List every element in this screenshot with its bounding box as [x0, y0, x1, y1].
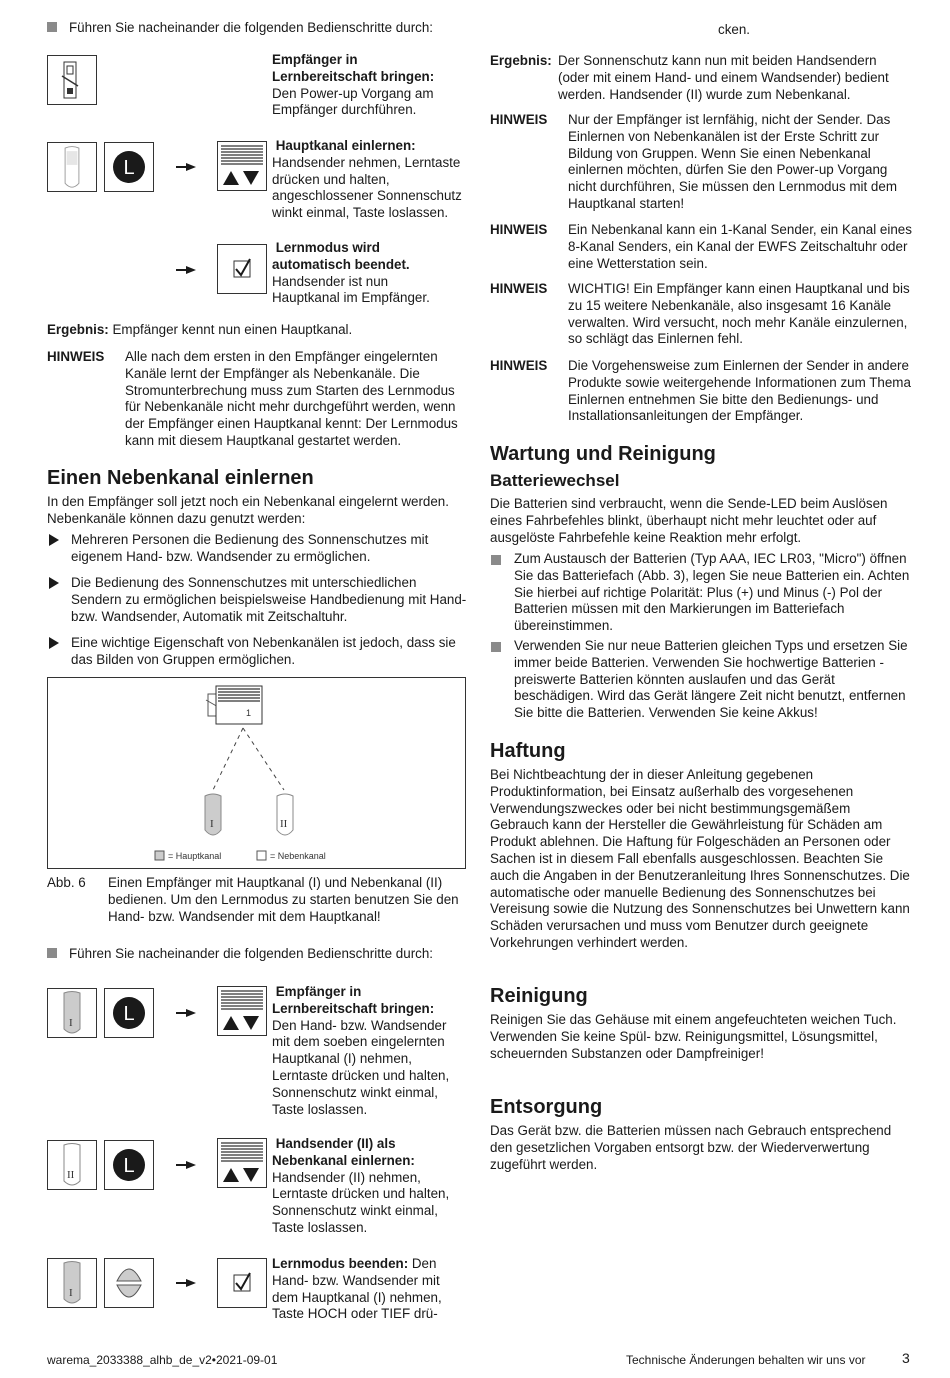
reinigung-text: Reinigen Sie das Gehäuse mit einem angefeuchteten weichen Tuch. Verwenden Sie keine Spül- bzw. Reinigungsmittel, Lösungsmittel, scheuernden Substanzen oder Dampfreiniger!	[490, 1012, 897, 1061]
svg-text:I: I	[69, 1287, 73, 1299]
note-block: HINWEIS WICHTIG! Ein Empfänger kann einen Hauptkanal und bis zu 15 weitere Nebenkanäle, also insgesamt 16 Kanäle verwalten. Wird versucht, noch mehr Kanäle einzulernen, so schlägt das Einlernen fehl.	[490, 281, 910, 347]
svg-text:= Nebenkanal: = Nebenkanal	[270, 851, 326, 861]
note-block: HINWEIS Die Vorgehensweise zum Einlernen der Sender in andere Produkte sowie weitergehende Informationen zum Thema Einlernen entnehmen Sie bitte den Bedienungs- und Installationsanleitungen der Empfänger.	[490, 358, 911, 424]
note-block: HINWEIS Alle nach dem ersten in den Empfänger eingelernten Kanäle lernt der Empfänger als Nebenkanäle. Die Stromunterbrechung muss zum Starten des Lernmodus für Nebenkanäle nicht mehr durchgeführt werden, wenn der Empfänger einen Hauptkanal kennt: Der Lernmodus kann mit diesem Hauptkanal gestartet werden.	[47, 349, 458, 448]
svg-text:L: L	[123, 1003, 135, 1025]
blinds-icon	[217, 141, 267, 191]
section-intro: In den Empfänger soll jetzt noch ein Nebenkanal eingelernt werden. Nebenkanäle können dazu genutzt werden:	[47, 494, 449, 526]
step-intro-1: Führen Sie nacheinander die folgenden Bedienschritte durch:	[47, 20, 467, 37]
entsorgung-text: Das Gerät bzw. die Batterien müssen nach Gebrauch entsprechend den gesetzlichen Vorgaben entsorgt bzw. der Wiederverwertung zugeführt werden.	[490, 1123, 892, 1172]
page-number: 3	[902, 1350, 910, 1366]
list-item: Eine wichtige Eigenschaft von Nebenkanälen ist jedoch, dass sie das Bilden von Gruppen ermöglichen.	[47, 635, 467, 669]
learn-button-icon	[104, 988, 154, 1038]
remote-main-icon	[47, 988, 97, 1038]
figure-caption: Abb. 6 Einen Empfänger mit Hauptkanal (I) und Nebenkanal (II) bedienen. Um den Lernmodus zu starten benutzen Sie den Hand- bzw. Wandsender mit dem Hauptkanal!	[47, 875, 459, 924]
blinds-icon	[217, 1138, 267, 1188]
continuation-text: cken.	[718, 22, 751, 37]
step6-description: Lernmodus beenden: Den Hand- bzw. Wandsender mit dem Hauptkanal (I) nehmen, Taste HOCH oder TIEF drü-	[272, 1256, 442, 1322]
list-item: Verwenden Sie nur neue Batterien gleichen Typs und ersetzen Sie immer beide Batterien. Verwenden Sie hochwertige Batterien - preiswerte Batterien könnten auslaufen und das Gerät beschädigen. Wird das Gerät längere Zeit nicht benutzt, entfernen Sie bitte die Batterien. Verwenden Sie keine Akkus!	[490, 638, 912, 722]
learn-button-icon	[104, 1140, 154, 1190]
learn-button-icon	[104, 142, 154, 192]
section-title-reinigung: Reinigung	[490, 985, 588, 1007]
list-item: Die Bedienung des Sonnenschutzes mit unterschiedlichen Sendern zu ermöglichen beispielsweise Handbedienung mit Hand- bzw. Wandsender, Automatik mit Zeitschaltuhr.	[47, 575, 467, 625]
triangle-bullet-icon	[49, 637, 59, 649]
step5-description: Handsender (II) als Nebenkanal einlernen: Handsender (II) nehmen, Lerntaste drücken und halten, Sonnenschutz winkt einmal, Taste loslassen.	[272, 1136, 450, 1235]
svg-text:I: I	[210, 818, 214, 830]
square-bullet-icon	[491, 642, 501, 652]
remote-main-icon	[47, 1258, 97, 1308]
section-title-wartung: Wartung und Reinigung	[490, 443, 716, 465]
triangle-bullet-icon	[49, 577, 59, 589]
svg-text:I: I	[69, 1017, 73, 1029]
step2-description: Hauptkanal einlernen: Handsender nehmen, Lerntaste drücken und halten, angeschlossener Sonnenschutz winkt einmal, Taste loslassen.	[272, 138, 462, 221]
step-intro-2: Führen Sie nacheinander die folgenden Bedienschritte durch:	[47, 946, 467, 963]
square-bullet-icon	[47, 948, 57, 958]
figure-channels	[47, 677, 466, 869]
arrow-icon	[176, 265, 196, 275]
triangle-bullet-icon	[49, 534, 59, 546]
list-item: Zum Austausch der Batterien (Typ AAA, IEC LR03, "Micro") öffnen Sie das Batteriefach (Abb. 3), legen Sie neue Batterien ein. Achten Sie hierbei auf richtige Polarität: Plus (+) und Minus (-) Pol der Batterien müssen mit den Markierungen im Batteriefach übereinstimmen.	[490, 551, 912, 635]
din-rail-receiver-icon	[47, 55, 97, 105]
note-block: HINWEIS Ein Nebenkanal kann ein 1-Kanal Sender, ein Kanal eines 8-Kanal Senders, ein Kanal der EWFS Zeitschaltuhr oder eine Wetterstation sein.	[490, 222, 912, 271]
arrow-icon	[176, 1160, 196, 1170]
footer-note: Technische Änderungen behalten wir uns vor	[626, 1353, 866, 1367]
arrow-icon	[176, 1278, 196, 1288]
batterie-text: Die Batterien sind verbraucht, wenn die Sende-LED beim Auslösen eines Fahrbefehles blinkt, überhaupt nicht mehr leuchtet oder auf ausgelöste Fahrbefehle keine Reaktion mehr erfolgt.	[490, 496, 888, 545]
section-title-entsorgung: Entsorgung	[490, 1096, 603, 1118]
step3-description: Lernmodus wird automatisch beendet. Handsender ist nun Hauptkanal im Empfänger.	[272, 240, 430, 306]
checkbox-checked-icon	[217, 1258, 267, 1308]
section-title-haftung: Haftung	[490, 740, 566, 762]
square-bullet-icon	[491, 555, 501, 565]
arrow-icon	[176, 1008, 196, 1018]
square-bullet-icon	[47, 22, 57, 32]
list-item: Mehreren Personen die Bedienung des Sonnenschutzes mit eigenem Hand- bzw. Wandsender zu ermöglichen.	[47, 532, 467, 566]
subsection-title-batterie: Batteriewechsel	[490, 471, 620, 490]
arrow-icon	[176, 162, 196, 172]
svg-text:L: L	[123, 157, 135, 179]
checkbox-checked-icon	[217, 244, 267, 294]
footer-doc-id: warema_2033388_alhb_de_v2•2021-09-01	[47, 1353, 278, 1367]
result-line: Ergebnis: Empfänger kennt nun einen Hauptkanal.	[47, 322, 353, 337]
svg-text:II: II	[67, 1169, 75, 1181]
svg-text:= Hauptkanal: = Hauptkanal	[168, 851, 222, 861]
step4-description: Empfänger in Lernbereitschaft bringen: Den Hand- bzw. Wandsender mit dem soeben eingelernten Hauptkanal (I) nehmen, Lerntaste drücken und halten, Sonnenschutz winkt einmal, Taste loslassen.	[272, 984, 450, 1117]
section-title-nebenkanal: Einen Nebenkanal einlernen	[47, 467, 314, 489]
remote-icon	[47, 142, 97, 192]
up-down-buttons-icon	[104, 1258, 154, 1308]
note-block: HINWEIS Nur der Empfänger ist lernfähig, nicht der Sender. Das Einlernen von Nebenkanälen ist der Erste Schritt zur Bildung von Gruppen. Wenn Sie einen Nebenkanal einlernen möchten, dürfen Sie den Power-up Vorgang nicht durchführen, Sie müssen den Lernmodus mit dem Hauptkanal starten!	[490, 112, 897, 211]
result-line: Ergebnis: Der Sonnenschutz kann nun mit beiden Handsendern (oder mit einem Hand- und einem Wandsender) bedient werden. Handsender (II) wurde zum Nebenkanal.	[490, 53, 889, 102]
step1-description: Empfänger in Lernbereitschaft bringen: Den Power-up Vorgang am Empfänger durchführen.	[272, 52, 435, 118]
svg-text:II: II	[280, 818, 288, 830]
blinds-icon	[217, 986, 267, 1036]
remote-sub-icon	[47, 1140, 97, 1190]
haftung-text: Bei Nichtbeachtung der in dieser Anleitung gegebenen Produktinformation, bei Einsatz außerhalb des vorgesehenen Verwendungszweckes oder bei nicht bestimmungsgemäßem Gebrauch kann der Hersteller die Gewährleistung für Schäden am Produkt ablehnen. Die Haftung für Folgeschäden an Personen oder Sachen ist in diesem Fall ebenfalls ausgeschlossen. Beachten Sie auch die Angaben in der Benutzeranleitung Ihres Sonnenschutzes. Die automatische oder manuelle Bedienung des Sonnenschutzes bei Vereisung sowie die Nutzung des Sonnenschutzes bei Unwettern kann Schäden verursachen und muss vom Benutzer durch geeignete Vorkehrungen verhindert werden.	[490, 767, 910, 950]
svg-text:L: L	[123, 1155, 135, 1177]
svg-text:1: 1	[246, 708, 252, 718]
